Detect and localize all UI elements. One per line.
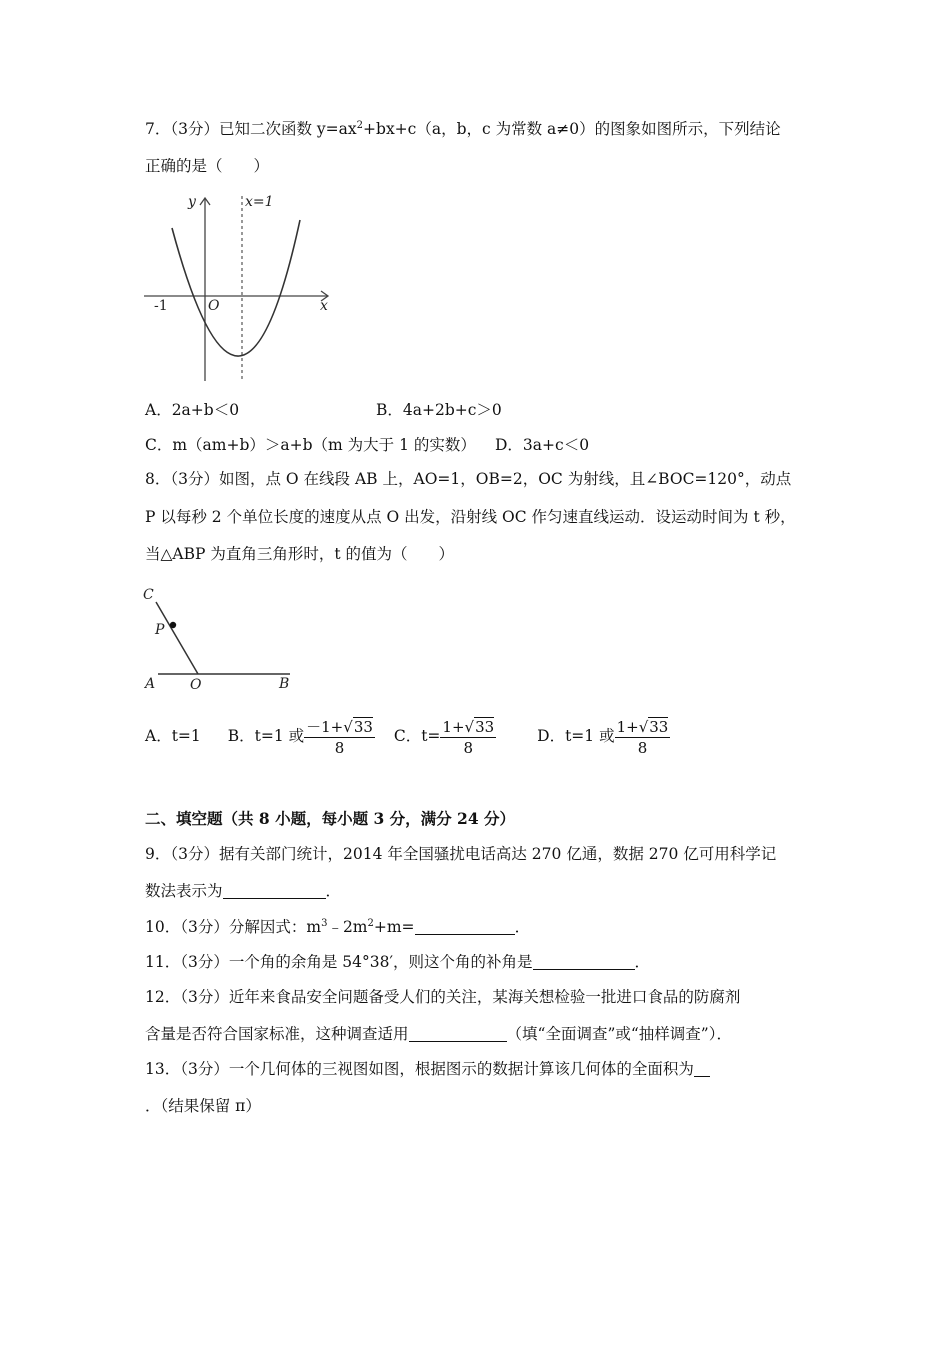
q8-option-b-radicand: 33 bbox=[353, 717, 373, 736]
q7-option-a: A．2a+b＜0 bbox=[145, 401, 240, 419]
q10-answer-blank[interactable] bbox=[415, 918, 515, 935]
q11-number: 11． bbox=[145, 953, 181, 971]
q8-option-b-denominator: 8 bbox=[334, 738, 345, 757]
q7-neg1-label: -1 bbox=[154, 298, 168, 314]
q10-exponent-2: 2 bbox=[367, 918, 374, 929]
q8-option-d bbox=[537, 717, 670, 757]
q7-score: （3分） bbox=[170, 120, 219, 138]
q8-option-c-radicand: 33 bbox=[475, 717, 495, 736]
q12-line1 bbox=[145, 986, 740, 1008]
q9-number: 9． bbox=[145, 845, 171, 863]
q8-option-c bbox=[393, 717, 501, 757]
q12-line2 bbox=[145, 1023, 732, 1045]
q7-x-label: x bbox=[320, 298, 328, 314]
q11-score: （3分） bbox=[180, 953, 229, 971]
q12-text2: 含量是否符合国家标准，这种调查适用 bbox=[145, 1025, 409, 1043]
q8-option-d-radicand: 33 bbox=[649, 717, 669, 736]
q8-option-d-denominator: 8 bbox=[637, 738, 648, 757]
q7-option-b: B．4a+2b+c＞0 bbox=[376, 401, 502, 419]
q9-text2: 数法表示为 bbox=[145, 882, 223, 900]
q11-line bbox=[145, 951, 650, 973]
q7-option-c: C．m（am+b）＞a+b（m 为大于 1 的实数） bbox=[145, 436, 476, 454]
q7-exponent: 2 bbox=[356, 120, 364, 131]
q13-text: 一个几何体的三视图如图，根据图示的数据计算该几何体的全面积为 bbox=[228, 1060, 694, 1078]
q8-number: 8． bbox=[145, 470, 171, 488]
q12-answer-blank[interactable] bbox=[409, 1025, 507, 1042]
q9-text: 据有关部门统计，2014 年全国骚扰电话高达 270 亿通，数据 270 亿可用科学记 bbox=[219, 845, 777, 863]
q8-line3: 当△ABP 为直角三角形时，t 的值为（ ） bbox=[145, 545, 455, 563]
q9-line1 bbox=[145, 843, 776, 865]
q12-end: （填“全面调查”或“抽样调查”）． bbox=[506, 1025, 732, 1043]
q7-line-label: x=1 bbox=[245, 194, 274, 210]
q8-option-b-fraction: $\frac{-1+√33}{8}$ bbox=[306, 717, 373, 757]
q7-text-b: +bx+c（a，b，c 为常数 a≠0）的图象如图所示，下列结论 bbox=[363, 120, 781, 138]
q8-option-c-numerator: 1+ bbox=[442, 717, 465, 736]
q8-p-label: P bbox=[155, 622, 165, 638]
section2-heading: 二、填空题（共 8 小题，每小题 3 分，满分 24 分） bbox=[145, 809, 516, 828]
q8-option-d-fraction: $\frac{1+√33}{8}$ bbox=[616, 717, 669, 757]
q7-origin-label: O bbox=[208, 298, 220, 314]
q8-option-d-prefix: D．t=1 或 bbox=[537, 727, 615, 745]
q8-option-c-prefix: C．t= bbox=[393, 727, 441, 745]
q11-text: 一个角的余角是 54°38′，则这个角的补角是 bbox=[228, 953, 533, 971]
q11-answer-blank[interactable] bbox=[533, 953, 635, 970]
q7-line2: 正确的是（ ） bbox=[145, 157, 270, 175]
q8-option-b bbox=[227, 717, 380, 757]
q8-line2: P 以每秒 2 个单位长度的速度从点 O 出发，沿射线 OC 作匀速直线运动．设运动时间为 t 秒， bbox=[145, 508, 796, 526]
q10-text-c: +m= bbox=[373, 918, 415, 936]
q7-option-d: D．3a+c＜0 bbox=[495, 436, 590, 454]
q11-end: ． bbox=[634, 953, 651, 971]
q8-c-label: C bbox=[143, 587, 154, 603]
q13-score: （3分） bbox=[180, 1060, 229, 1078]
q13-number: 13． bbox=[145, 1060, 181, 1078]
q12-text: 近年来食品安全问题备受人们的关注，某海关想检验一批进口食品的防腐剂 bbox=[228, 988, 741, 1006]
q10-number: 10． bbox=[145, 918, 181, 936]
q8-option-c-denominator: 8 bbox=[463, 738, 474, 757]
q12-score: （3分） bbox=[180, 988, 229, 1006]
q8-text: 如图，点 O 在线段 AB 上，AO=1，OB=2，OC 为射线，且∠BOC=120°，动点 bbox=[219, 470, 792, 488]
q12-number: 12． bbox=[145, 988, 181, 1006]
q10-exponent-1: 3 bbox=[321, 918, 328, 929]
q7-parabola-figure bbox=[140, 188, 340, 388]
q10-score: （3分） bbox=[180, 918, 229, 936]
q8-score: （3分） bbox=[170, 470, 219, 488]
q8-option-a: A．t=1 bbox=[145, 727, 201, 745]
q8-a-label: A bbox=[145, 676, 156, 692]
q9-score: （3分） bbox=[170, 845, 219, 863]
q10-text-a: 分解因式：m bbox=[228, 918, 322, 936]
q9-end: ． bbox=[325, 882, 342, 900]
q13-answer-blank[interactable] bbox=[694, 1060, 710, 1077]
q13-line2: ．（结果保留 π） bbox=[145, 1097, 261, 1115]
q10-line bbox=[145, 916, 530, 938]
q10-text-b: ﹣2m bbox=[327, 918, 368, 936]
q8-ray-figure bbox=[140, 584, 300, 694]
q8-o-label: O bbox=[190, 677, 202, 693]
q8-option-b-numerator: －1+ bbox=[306, 717, 344, 736]
q9-line2 bbox=[145, 880, 341, 902]
q7-text-a: 已知二次函数 y=ax bbox=[219, 120, 357, 138]
q8-option-d-numerator: 1+ bbox=[616, 717, 639, 736]
q13-line1 bbox=[145, 1058, 710, 1080]
q8-options bbox=[145, 714, 670, 758]
q7-y-label: y bbox=[188, 194, 196, 210]
q8-b-label: B bbox=[279, 676, 290, 692]
q8-line1 bbox=[145, 468, 791, 490]
q9-answer-blank[interactable] bbox=[223, 882, 326, 899]
q8-option-b-prefix: B．t=1 或 bbox=[227, 727, 305, 745]
q7-line1 bbox=[145, 118, 781, 140]
q8-option-c-fraction: $\frac{1+√33}{8}$ bbox=[442, 717, 495, 757]
q7-number: 7． bbox=[145, 120, 171, 138]
q10-end: ． bbox=[514, 918, 531, 936]
